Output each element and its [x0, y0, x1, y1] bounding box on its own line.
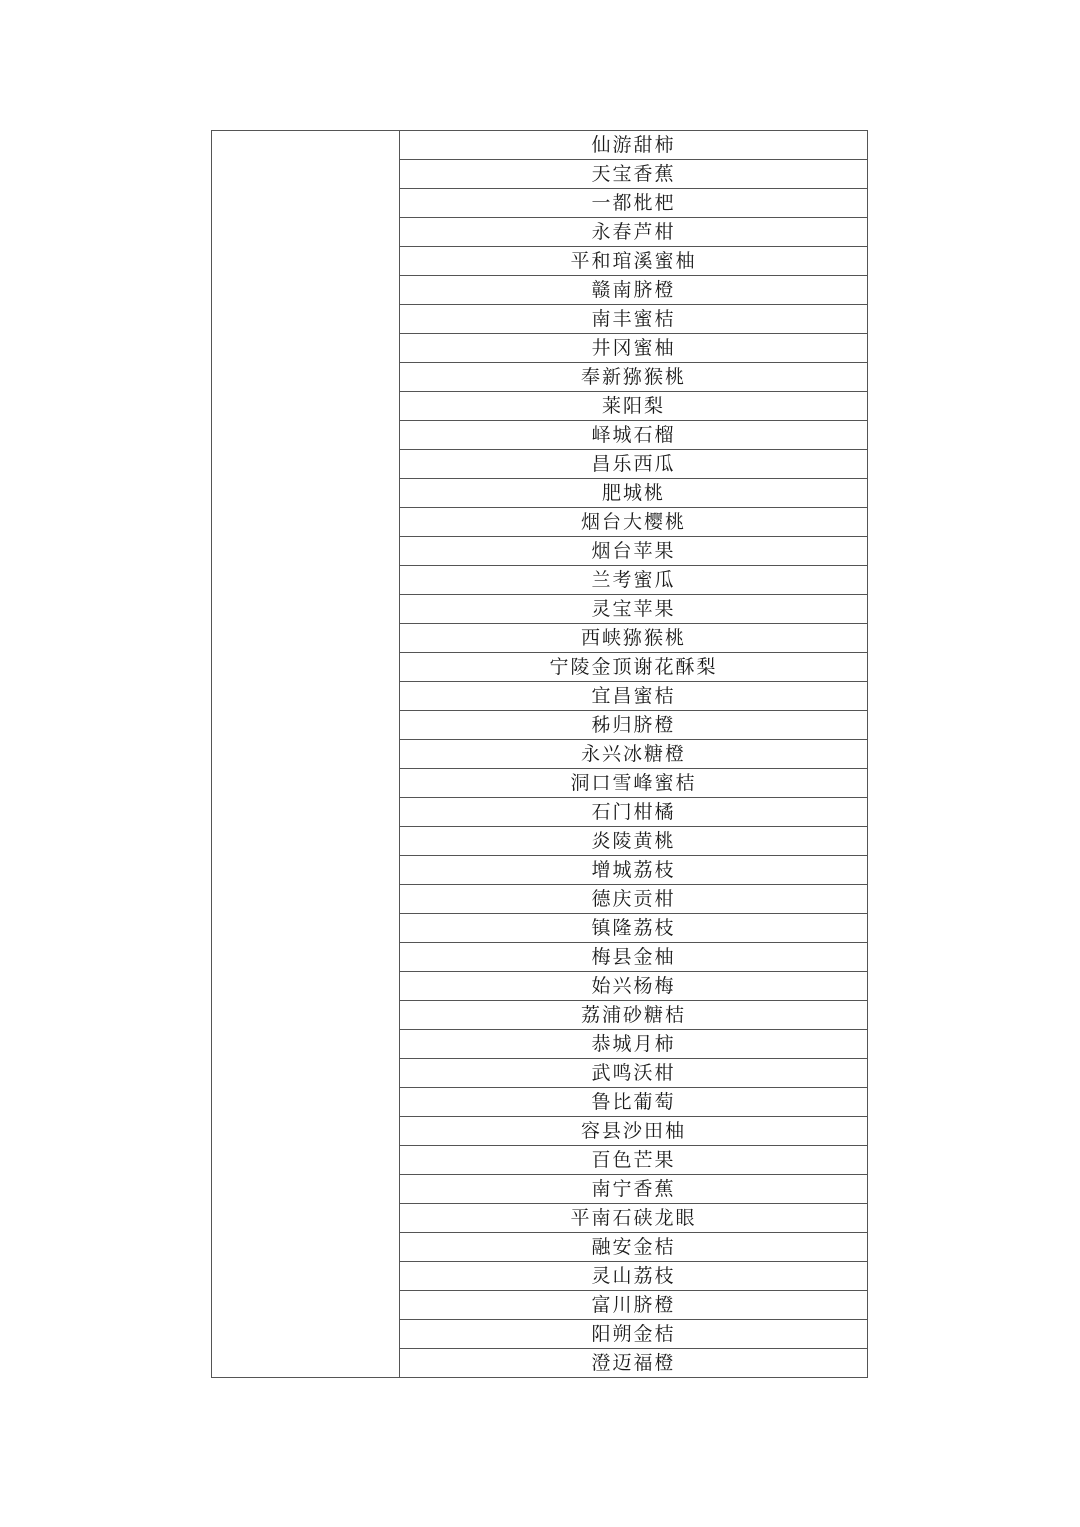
fruit-name-cell: 天宝香蕉	[400, 160, 868, 189]
fruit-name-cell: 宜昌蜜桔	[400, 682, 868, 711]
fruit-name-cell: 南宁香蕉	[400, 1175, 868, 1204]
category-cell	[212, 131, 400, 1378]
fruit-name-cell: 仙游甜柿	[400, 131, 868, 160]
fruit-name-cell: 永春芦柑	[400, 218, 868, 247]
fruit-name-cell: 富川脐橙	[400, 1291, 868, 1320]
fruit-name-cell: 炎陵黄桃	[400, 827, 868, 856]
fruit-name-cell: 西峡猕猴桃	[400, 624, 868, 653]
fruit-name-cell: 洞口雪峰蜜桔	[400, 769, 868, 798]
fruit-name-cell: 荔浦砂糖桔	[400, 1001, 868, 1030]
fruit-name-cell: 德庆贡柑	[400, 885, 868, 914]
fruit-name-cell: 永兴冰糖橙	[400, 740, 868, 769]
fruit-name-cell: 莱阳梨	[400, 392, 868, 421]
fruit-name-cell: 平南石硖龙眼	[400, 1204, 868, 1233]
fruit-name-cell: 武鸣沃柑	[400, 1059, 868, 1088]
fruit-name-cell: 灵山荔枝	[400, 1262, 868, 1291]
fruit-name-cell: 梅县金柚	[400, 943, 868, 972]
table-row	[212, 131, 868, 160]
fruit-name-cell: 峄城石榴	[400, 421, 868, 450]
fruit-name-cell: 昌乐西瓜	[400, 450, 868, 479]
fruit-name-cell: 石门柑橘	[400, 798, 868, 827]
fruit-name-cell: 肥城桃	[400, 479, 868, 508]
fruit-name-cell: 一都枇杷	[400, 189, 868, 218]
fruit-name-cell: 灵宝苹果	[400, 595, 868, 624]
fruit-name-cell: 融安金桔	[400, 1233, 868, 1262]
fruit-name-cell: 鲁比葡萄	[400, 1088, 868, 1117]
fruit-table	[211, 130, 868, 1378]
fruit-name-cell: 南丰蜜桔	[400, 305, 868, 334]
fruit-name-cell: 始兴杨梅	[400, 972, 868, 1001]
fruit-name-cell: 井冈蜜柚	[400, 334, 868, 363]
fruit-name-cell: 平和琯溪蜜柚	[400, 247, 868, 276]
fruit-name-cell: 兰考蜜瓜	[400, 566, 868, 595]
fruit-name-cell: 镇隆荔枝	[400, 914, 868, 943]
fruit-name-cell: 奉新猕猴桃	[400, 363, 868, 392]
fruit-name-cell: 增城荔枝	[400, 856, 868, 885]
fruit-name-cell: 阳朔金桔	[400, 1320, 868, 1349]
fruit-name-cell: 澄迈福橙	[400, 1349, 868, 1378]
fruit-name-cell: 烟台苹果	[400, 537, 868, 566]
fruit-name-cell: 烟台大樱桃	[400, 508, 868, 537]
fruit-table-body	[212, 131, 868, 1378]
fruit-name-cell: 宁陵金顶谢花酥梨	[400, 653, 868, 682]
fruit-name-cell: 赣南脐橙	[400, 276, 868, 305]
fruit-name-cell: 百色芒果	[400, 1146, 868, 1175]
fruit-name-cell: 秭归脐橙	[400, 711, 868, 740]
fruit-name-cell: 容县沙田柚	[400, 1117, 868, 1146]
fruit-name-cell: 恭城月柿	[400, 1030, 868, 1059]
